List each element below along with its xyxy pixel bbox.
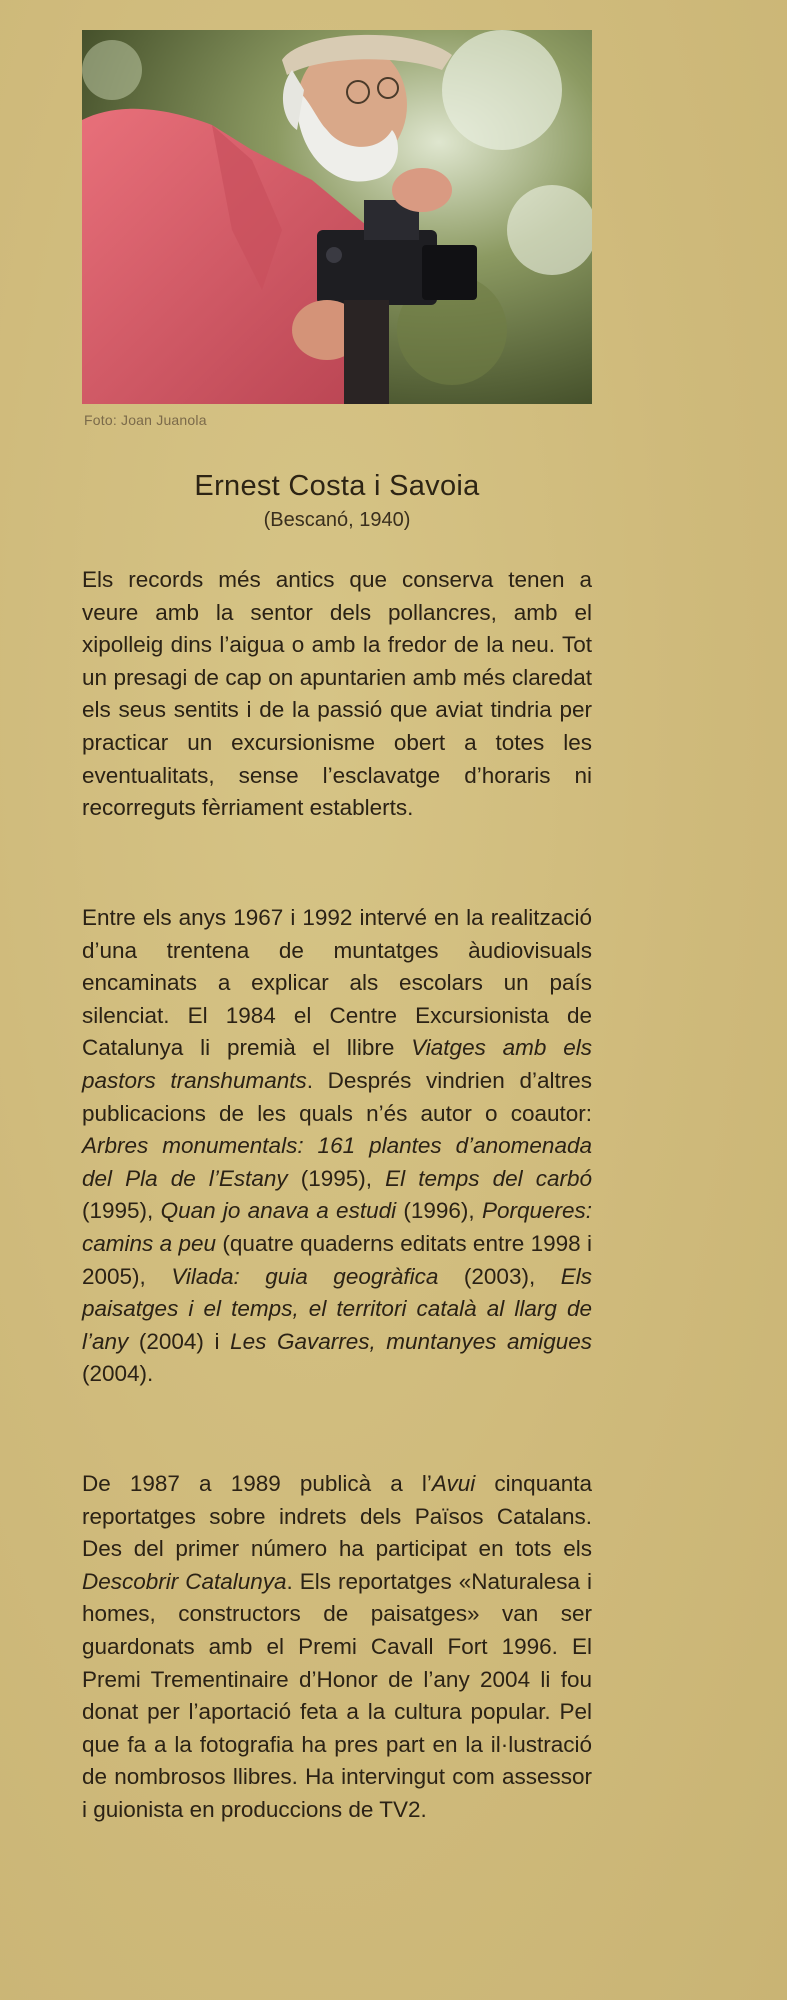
text-run: (2003), [438,1263,561,1289]
author-photo-illustration [82,30,592,404]
bio-paragraph-2 [82,902,592,1391]
book-title: Arbres monumentals: 161 plantes d’anomenada del Pla de l’Estany [82,1133,592,1191]
bio-paragraph-1 [82,564,592,825]
book-title: Vilada: guia geogràfica [171,1263,439,1289]
photo-credit: Foto: Joan Juanola [84,412,207,428]
book-title: Quan jo anava a estudi [160,1198,397,1224]
author-photo [82,30,592,404]
bio-paragraph-2-text [82,902,592,1391]
text-run: . Els reportatges «Naturalesa i homes, constructors de paisatges» van ser guardonats amb el Premi Cavall Fort 1996. El Premi Trementinaire d’Honor de l’any 2004 li fou donat per l’aportació feta a la cultura popular. Pel que fa a la fotografia ha pres part en la il·lustració de nombrosos llibres. Ha intervingut com assessor i guionista en produccions de TV2. [82,1568,592,1822]
book-title: Porqueres: camins a peu [82,1198,592,1256]
text-run: (1995), [287,1165,386,1191]
text-run: . Després vindrien d’altres publicacions de les quals n’és autor o coautor: [82,1067,592,1126]
author-birthplace-year: (Bescanó, 1940) [263,509,411,531]
text-run: (2004) i [128,1328,231,1354]
text-run: (1995), [82,1198,161,1224]
bio-paragraph-3 [82,1468,592,1827]
text-run: Entre els anys 1967 i 1992 intervé en la realització d’una trentena de muntatges àudiovisuals encaminats a explicar als escolars un país silenciat. El 1984 el Centre Excursionista de Catalunya li premià el llibre [82,905,592,1061]
book-title: Viatges amb els pastors transhumants [82,1035,592,1093]
text-run: (2004). [82,1361,154,1387]
publication-title: Avui [431,1471,476,1496]
book-title: El temps del carbó [385,1165,592,1191]
text-run: (1996), [396,1198,482,1224]
author-name: Ernest Costa i Savoia [194,470,480,502]
book-title: Els paisatges i el temps, el territori català al llarg de l’any [82,1263,592,1354]
bio-paragraph-1-text: Els records més antics que conserva tenen a veure amb la sentor dels pollancres, amb el xipolleig dins l’aigua o amb la fredor de la neu. Tot un presagi de cap on apuntarien amb més claredat els seus sentits i de la passió que aviat tindria per practicar un excursionisme obert a totes les eventualitats, sense l’esclavatge d’horaris ni recorreguts fèrriament establerts. [82,567,592,821]
publication-title: Descobrir Catalunya [82,1568,287,1594]
text-run: De 1987 a 1989 publicà a l’ [82,1471,432,1496]
bio-paragraph-3-text [82,1468,592,1827]
book-title: Les Gavarres, muntanyes amigues [230,1328,592,1354]
text-run: (quatre quaderns editats entre 1998 i 2005), [82,1230,593,1289]
text-run: cinquanta reportatges sobre indrets dels Països Catalans. Des del primer número ha participat en tots els [82,1471,592,1562]
